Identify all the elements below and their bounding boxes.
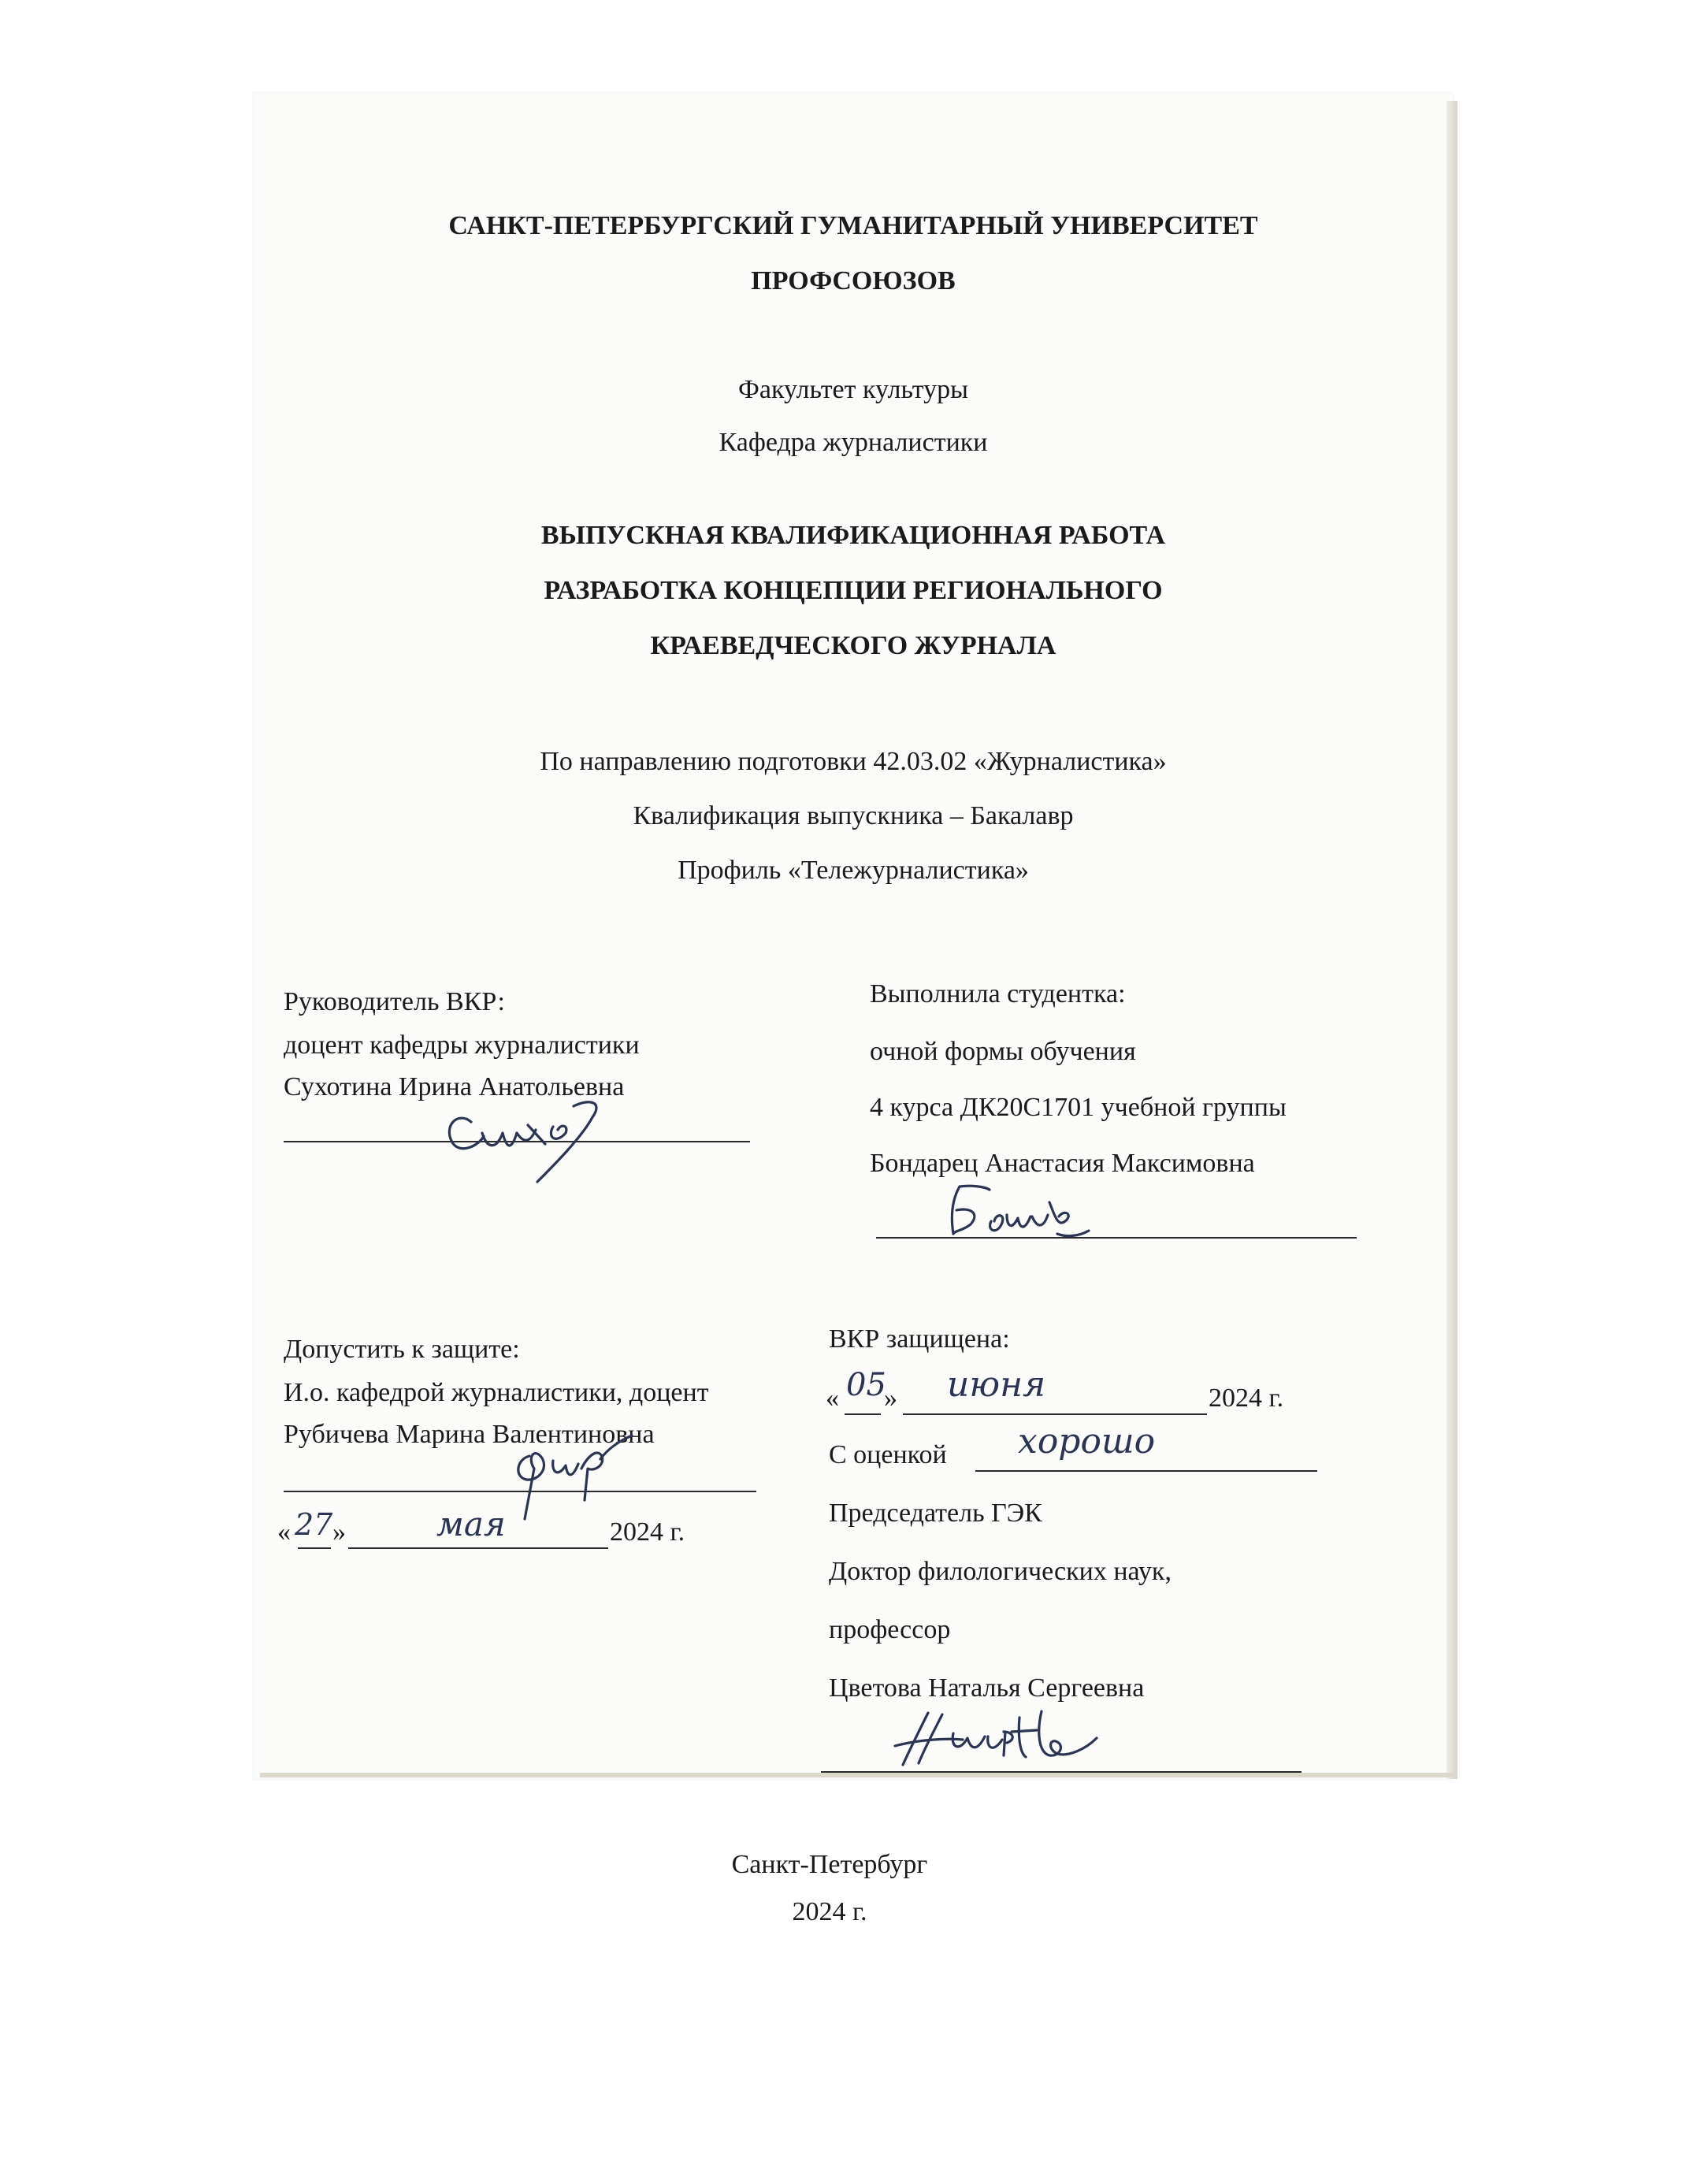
defense-chair-name: Цветова Наталья Сергеевна — [829, 1673, 1145, 1703]
paper-edge-bottom — [260, 1773, 1457, 1777]
supervisor-heading: Руководитель ВКР: — [284, 987, 505, 1016]
defense-chair-degree: Доктор филологических наук, — [829, 1557, 1172, 1586]
year: 2024 г. — [792, 1897, 867, 1926]
admission-date-open-quote: « — [277, 1517, 291, 1547]
defense-grade-value: хорошо — [1018, 1421, 1156, 1462]
work-type: ВЫПУСКНАЯ КВАЛИФИКАЦИОННАЯ РАБОТА — [540, 521, 1166, 550]
student-name: Бондарец Анастасия Максимовна — [870, 1149, 1255, 1178]
student-signature — [939, 1179, 1097, 1250]
defense-chair-rank: профессор — [829, 1615, 951, 1644]
work-title-line1: РАЗРАБОТКА КОНЦЕПЦИИ РЕГИОНАЛЬНОГО — [544, 576, 1163, 605]
university-name-line2: ПРОФСОЮЗОВ — [751, 266, 956, 295]
work-title-line2: КРАЕВЕДЧЕСКОГО ЖУРНАЛА — [650, 631, 1056, 660]
qualification: Квалификация выпускника – Бакалавр — [633, 801, 1074, 830]
defense-date-day-line — [845, 1413, 881, 1415]
defense-grade-line — [975, 1470, 1317, 1472]
study-direction: По направлению подготовки 42.03.02 «Журналистика» — [540, 747, 1167, 776]
admission-date-month-line — [348, 1547, 608, 1549]
supervisor-name: Сухотина Ирина Анатольевна — [284, 1072, 625, 1101]
defense-chair-signature — [887, 1700, 1123, 1779]
defense-grade-label: С оценкой — [829, 1440, 947, 1469]
student-form: очной формы обучения — [870, 1037, 1136, 1066]
defense-date-close-quote: » — [884, 1384, 897, 1413]
admission-date-day: 27 — [295, 1507, 333, 1542]
defense-chair-title: Председатель ГЭК — [829, 1499, 1042, 1528]
defense-date-month: июня — [947, 1365, 1046, 1405]
admission-date-month: мая — [436, 1505, 506, 1543]
student-heading: Выполнила студентка: — [870, 979, 1126, 1008]
title-page — [254, 93, 1453, 1926]
defense-heading: ВКР защищена: — [829, 1324, 1010, 1354]
faculty: Факультет культуры — [738, 375, 968, 404]
admission-position: И.о. кафедрой журналистики, доцент — [284, 1378, 709, 1407]
supervisor-signature — [435, 1078, 624, 1188]
city: Санкт-Петербург — [731, 1850, 928, 1879]
student-group: 4 курса ДК20С1701 учебной группы — [870, 1093, 1287, 1122]
department: Кафедра журналистики — [719, 428, 988, 457]
admission-name: Рубичева Марина Валентиновна — [284, 1420, 655, 1449]
admission-date-close-quote: » — [332, 1517, 346, 1547]
defense-date-day: 05 — [846, 1367, 886, 1403]
defense-date-year: 2024 г. — [1209, 1384, 1284, 1413]
paper-edge-right — [1446, 101, 1457, 1779]
defense-date-open-quote: « — [826, 1384, 839, 1413]
admission-signature — [506, 1424, 640, 1527]
admission-date-year: 2024 г. — [610, 1517, 685, 1547]
supervisor-position: доцент кафедры журналистики — [284, 1031, 640, 1060]
defense-date-month-line — [903, 1413, 1207, 1415]
admission-heading: Допустить к защите: — [284, 1335, 520, 1364]
university-name-line1: САНКТ-ПЕТЕРБУРГСКИЙ ГУМАНИТАРНЫЙ УНИВЕРСИТЕТ — [448, 211, 1258, 240]
admission-date-day-line — [298, 1547, 331, 1549]
profile: Профиль «Тележурналистика» — [678, 856, 1029, 885]
